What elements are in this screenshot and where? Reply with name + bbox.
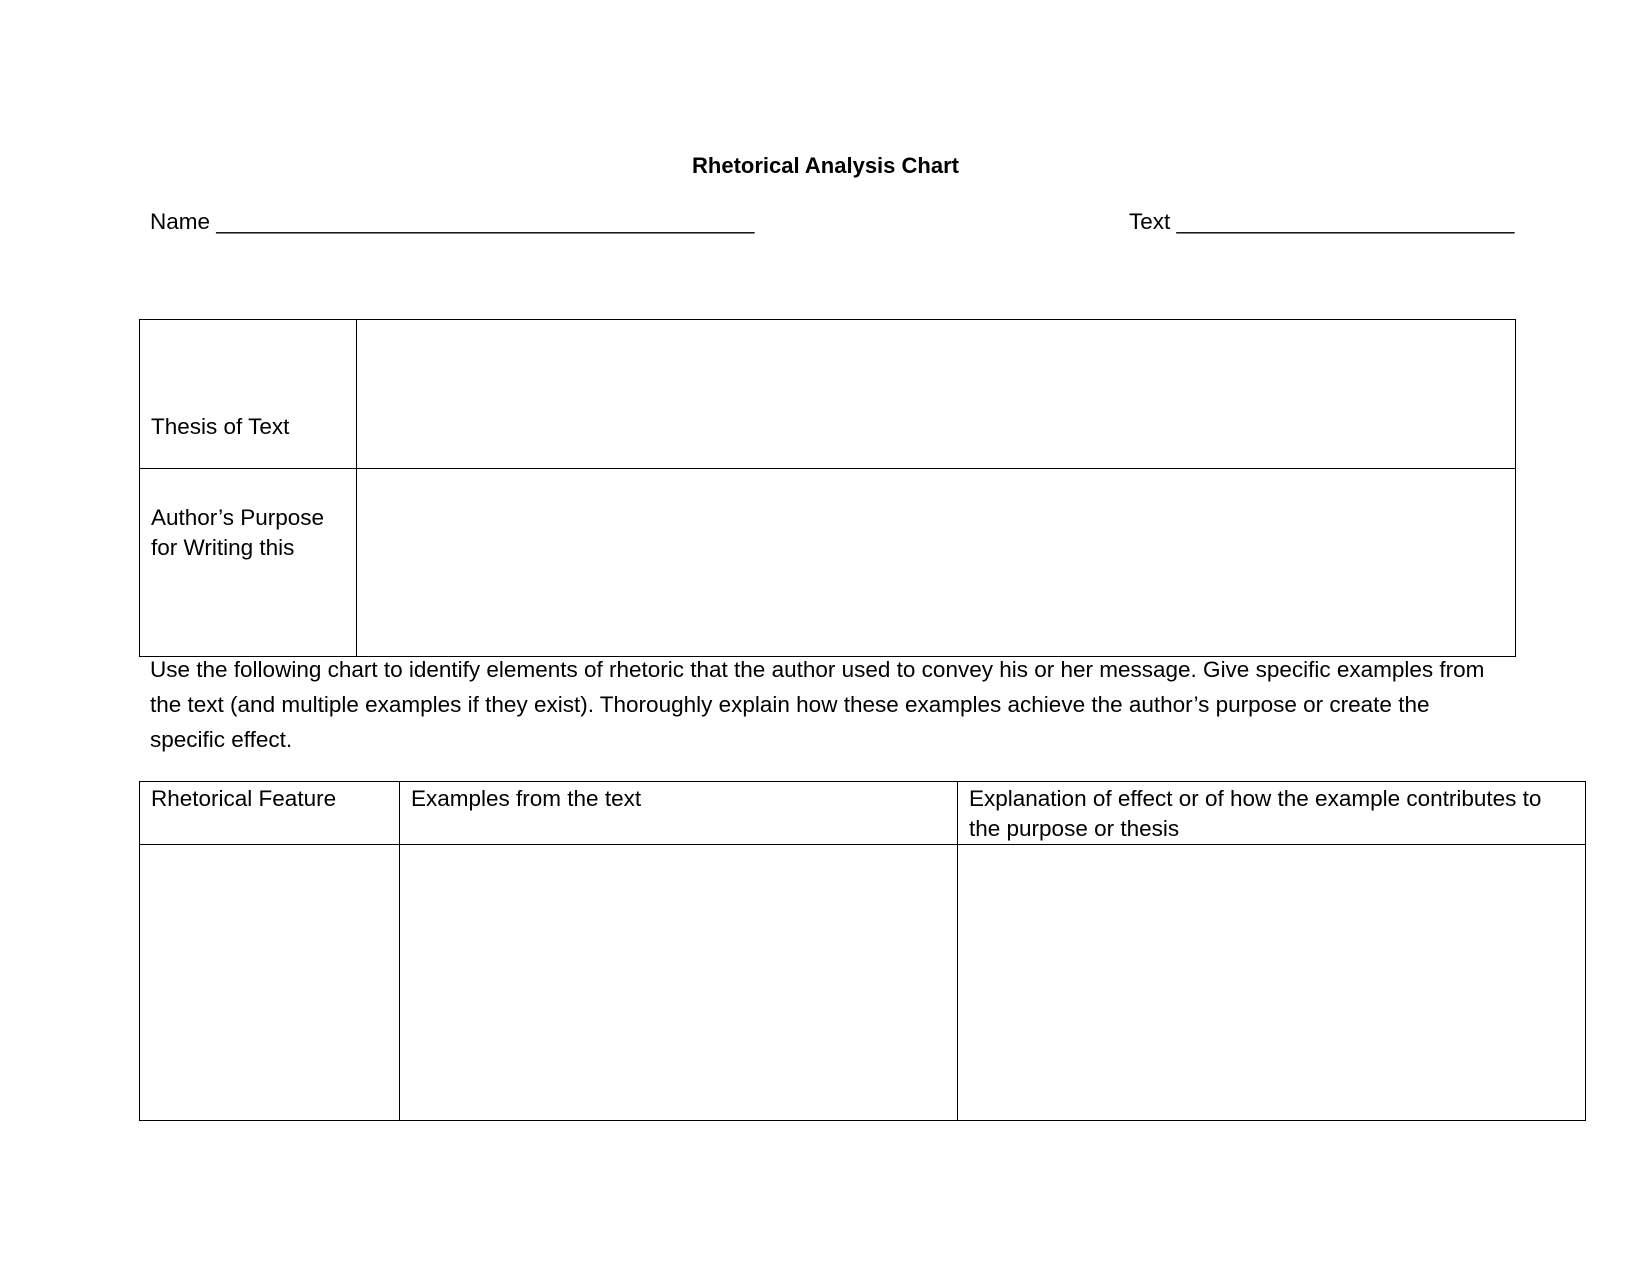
instructions-paragraph: Use the following chart to identify elements of rhetoric that the author used to convey his or her message. Give specific examples from the text (and multiple examples if they exist). Thoroughly explain how these examples achieve the author’s purpose or create the specific effect. — [150, 657, 1485, 752]
header-examples: Examples from the text — [400, 782, 958, 845]
header-rhetorical-feature: Rhetorical Feature — [140, 782, 400, 845]
name-field[interactable]: Name ___________________________________________ — [150, 209, 755, 234]
analysis-table — [139, 781, 1586, 1121]
table-header-row — [140, 782, 1586, 845]
examples-answer-cell[interactable] — [400, 845, 958, 1121]
summary-table — [139, 319, 1516, 657]
purpose-answer-cell[interactable] — [357, 469, 1516, 657]
thesis-label: Thesis of Text — [140, 320, 357, 469]
thesis-answer-cell[interactable] — [357, 320, 1516, 469]
table-row — [140, 469, 1516, 657]
header-explanation: Explanation of effect or of how the example contributes to the purpose or thesis — [958, 782, 1586, 845]
table-row — [140, 845, 1586, 1121]
feature-answer-cell[interactable] — [140, 845, 400, 1121]
page-title: Rhetorical Analysis Chart — [692, 153, 959, 178]
purpose-label: Author’s Purpose for Writing this — [140, 469, 357, 657]
explanation-answer-cell[interactable] — [958, 845, 1586, 1121]
text-field[interactable]: Text ___________________________ — [1129, 209, 1515, 234]
table-row — [140, 320, 1516, 469]
